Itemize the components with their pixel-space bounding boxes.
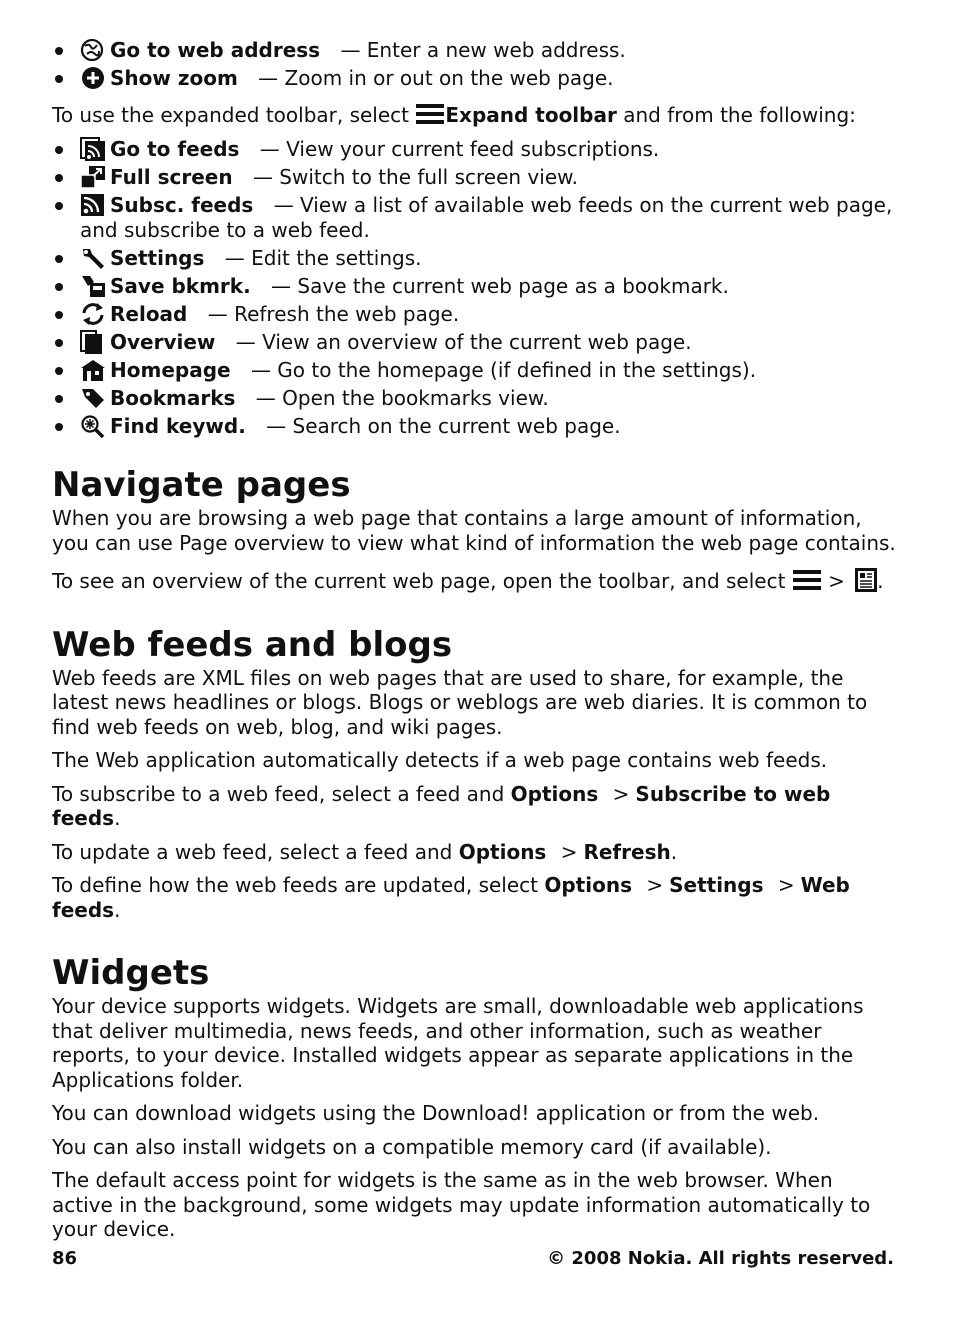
feeds-paragraph-2: The Web application automatically detects if a web page contains web feeds.: [52, 748, 828, 772]
page-overview-icon: [851, 567, 877, 593]
item-desc: — View a list of available web feeds on the current web page, and subscribe to a web feed.: [80, 193, 893, 242]
feeds-icon: [80, 137, 106, 161]
item-desc: — Go to the homepage (if defined in the settings).: [250, 357, 757, 382]
feeds-paragraph-5: [52, 873, 898, 922]
list-item: [52, 414, 898, 439]
page-number: 86: [52, 1248, 78, 1269]
path-separator: >: [646, 873, 664, 897]
widgets-paragraph-3: You can also install widgets on a compatible memory card (if available).: [52, 1134, 772, 1159]
section-heading-navigate: Navigate pages: [52, 465, 351, 505]
overview-icon: [80, 330, 106, 354]
item-label: Save bkmrk.: [110, 273, 251, 298]
item-label: Show zoom: [110, 66, 238, 90]
wrench-icon: [80, 246, 106, 270]
item-desc: — Save the current web page as a bookmark.: [271, 273, 729, 298]
list-item: [52, 330, 898, 355]
period: .: [114, 897, 121, 922]
menu-refresh: Refresh: [583, 839, 671, 864]
menu-options: Options: [544, 873, 632, 897]
item-desc: — Refresh the web page.: [207, 301, 460, 326]
section-heading-widgets: Widgets: [52, 953, 210, 993]
path-separator: >: [828, 569, 845, 593]
list-item: [52, 246, 898, 271]
copyright: © 2008 Nokia. All rights reserved.: [547, 1248, 894, 1269]
menu-settings: Settings: [669, 873, 764, 897]
item-label: Go to feeds: [110, 137, 240, 161]
navigate-paragraph-2: [52, 567, 898, 594]
bookmark-icon: [80, 386, 106, 410]
expand-toolbar-label: Expand toolbar: [445, 102, 617, 127]
menu-options: Options: [458, 839, 547, 864]
item-desc: — Zoom in or out on the web page.: [258, 66, 614, 90]
list-item: [52, 302, 898, 327]
list-item: [52, 66, 898, 91]
item-desc: — Open the bookmarks view.: [255, 385, 549, 410]
period: .: [114, 806, 121, 830]
item-desc: — Switch to the full screen view.: [252, 165, 578, 189]
item-label: Homepage: [110, 357, 231, 382]
menu-icon: [792, 567, 822, 593]
list-item: [52, 38, 898, 63]
find-icon: [80, 414, 106, 438]
item-desc: — Enter a new web address.: [340, 38, 626, 62]
path-separator: >: [777, 873, 795, 897]
section-heading-feeds: Web feeds and blogs: [52, 624, 453, 665]
expanded-toolbar-list: [52, 137, 898, 438]
fullscreen-icon: [80, 165, 106, 189]
item-label: Settings: [110, 245, 205, 270]
globe-icon: [80, 38, 106, 62]
menu-icon: [415, 101, 445, 127]
item-label: Go to web address: [110, 38, 321, 62]
save-bookmark-icon: [80, 274, 106, 298]
path-separator: >: [612, 781, 630, 806]
item-label: Subsc. feeds: [110, 193, 254, 217]
item-label: Reload: [110, 301, 188, 326]
item-label: Find keywd.: [110, 413, 246, 438]
item-label: Bookmarks: [110, 385, 236, 410]
manual-page: [52, 38, 898, 1242]
list-item: [52, 386, 898, 411]
item-desc: — View your current feed subscriptions.: [259, 137, 660, 161]
widgets-paragraph-2: You can download widgets using the Download! application or from the web.: [52, 1101, 820, 1125]
feeds-paragraph-1: Web feeds are XML files on web pages that are used to share, for example, the latest news headlines or blogs. Blogs or weblogs are web diaries. It is common to find web feeds on web, blog, and wiki pages.: [52, 665, 868, 739]
list-item: [52, 165, 898, 190]
intro-text: To use the expanded toolbar, select: [52, 102, 410, 127]
toolbar-list: [52, 38, 898, 91]
item-desc: — Edit the settings.: [224, 245, 422, 270]
rss-icon: [80, 193, 106, 217]
item-label: Full screen: [110, 165, 233, 189]
menu-subscribe: Subscribe to web feeds: [52, 781, 831, 830]
feeds-paragraph-4: [52, 840, 898, 865]
feeds-p5-text: To define how the web feeds are updated, select: [52, 873, 538, 897]
home-icon: [80, 358, 106, 382]
menu-options: Options: [510, 781, 599, 806]
feeds-p4-text: To update a web feed, select a feed and: [52, 839, 453, 864]
period: .: [877, 569, 884, 593]
widgets-paragraph-1: Your device supports widgets. Widgets are small, downloadable web applications that deliver multimedia, news feeds, and other information, such as weather reports, to your device. Installed widgets appear as separate applications in the Applications folder.: [52, 994, 864, 1092]
reload-icon: [80, 302, 106, 326]
item-label: Overview: [110, 329, 216, 354]
item-desc: — Search on the current web page.: [266, 413, 621, 438]
list-item: [52, 358, 898, 383]
list-item: [52, 193, 898, 242]
navigate-p2-text: To see an overview of the current web page, open the toolbar, and select: [52, 569, 786, 593]
list-item: [52, 137, 898, 162]
path-separator: >: [560, 839, 578, 864]
menu-web-feeds: Web feeds: [52, 873, 850, 922]
widgets-paragraph-4: The default access point for widgets is the same as in the web browser. When active in the background, some widgets may update information automatically to your device.: [52, 1168, 871, 1241]
zoom-icon: [80, 66, 106, 90]
feeds-paragraph-3: [52, 782, 898, 831]
expand-toolbar-intro: [52, 101, 898, 128]
page-footer: [52, 1248, 894, 1269]
navigate-paragraph-1: When you are browsing a web page that contains a large amount of information, you can use Page overview to view what kind of information the web page contains.: [52, 506, 896, 555]
item-desc: — View an overview of the current web page.: [235, 329, 692, 354]
intro-text-after: and from the following:: [623, 102, 856, 127]
feeds-p3-text: To subscribe to a web feed, select a feed and: [52, 781, 505, 806]
period: .: [670, 839, 678, 864]
list-item: [52, 274, 898, 299]
